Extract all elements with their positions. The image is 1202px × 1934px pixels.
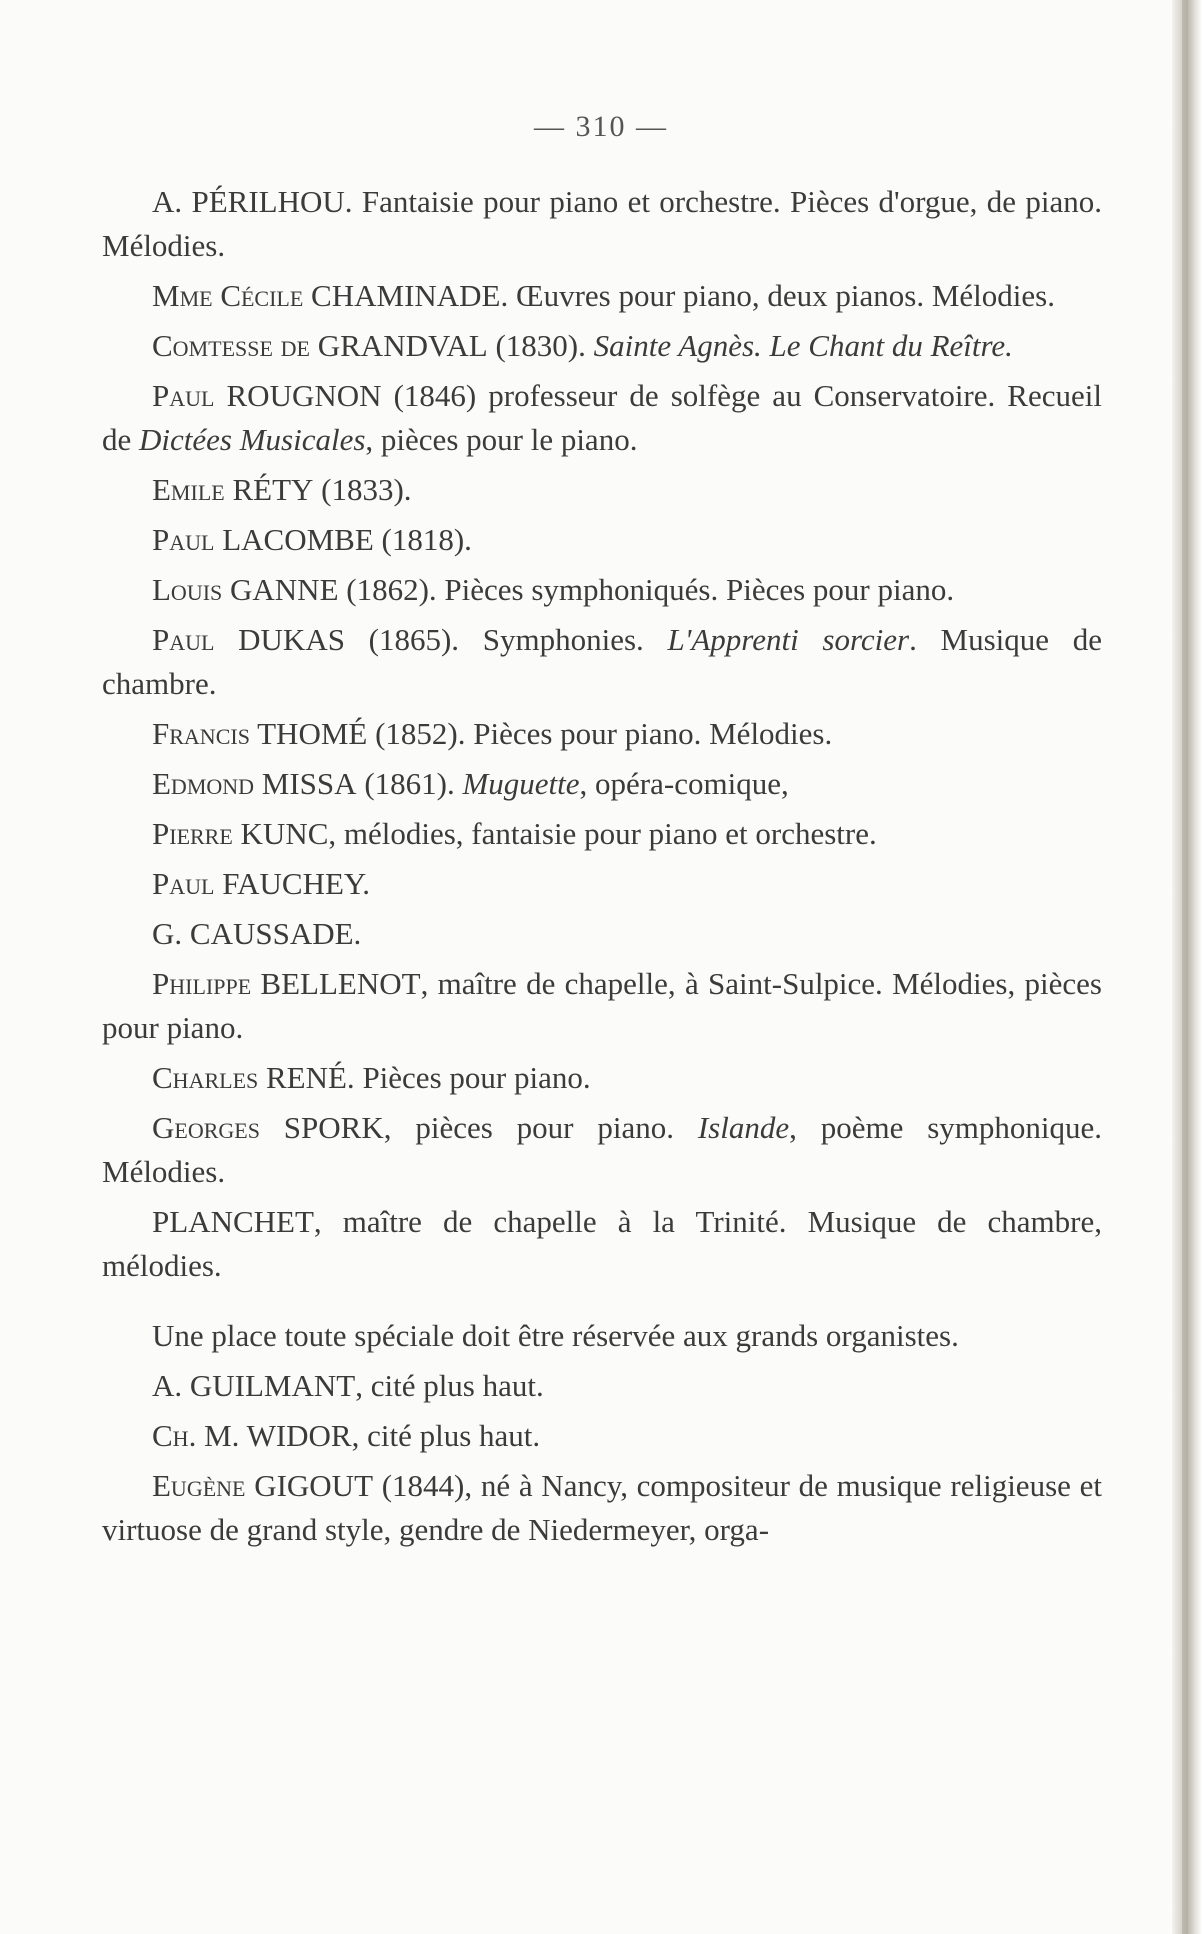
entry-paragraph — [102, 712, 1102, 756]
entry-paragraph — [102, 324, 1102, 368]
entry-paragraph — [102, 1200, 1102, 1288]
entry-name: Edmond MISSA — [152, 766, 357, 801]
entry-paragraph — [102, 1056, 1102, 1100]
entry-paragraph — [102, 1414, 1102, 1458]
entry-text: , mélodies, fantaisie pour piano et orchestre. — [328, 816, 877, 851]
entry-text: , opéra-comique, — [579, 766, 789, 801]
entry-work-title: Muguette — [462, 766, 580, 801]
entry-name: Paul LACOMBE — [152, 522, 374, 557]
entry-text: , maître de chapelle, à Saint-Sulpice. Mélodies, pièces pour piano. — [102, 966, 1102, 1045]
entry-paragraph — [102, 374, 1102, 462]
entry-paragraph — [102, 518, 1102, 562]
entry-text: Œuvres pour piano, deux pianos. Mélodies. — [508, 278, 1055, 313]
entry-name: PLANCHET — [152, 1204, 314, 1239]
entry-text: (1844), né à Nancy, compositeur de musique religieuse et virtuose de grand style, gendre de Niedermeyer, orga- — [102, 1468, 1102, 1547]
entry-name: Philippe BELLENOT — [152, 966, 421, 1001]
entry-paragraph — [102, 618, 1102, 706]
entry-name: G. CAUSSADE. — [152, 916, 362, 951]
entry-text: (1818). — [373, 522, 472, 557]
entry-paragraph — [102, 1364, 1102, 1408]
entry-text: Pièces pour piano. — [354, 1060, 591, 1095]
entry-paragraph — [102, 862, 1102, 906]
entry-name: Paul ROUGNON — [152, 378, 382, 413]
entry-text: (1846) professeur de solfège au Conservatoire. Recueil de — [102, 378, 1102, 457]
entry-work-title: L'Apprenti sorcier — [667, 622, 910, 657]
entry-name: Louis GANNE — [152, 572, 339, 607]
entry-name: Comtesse de GRANDVAL — [152, 328, 488, 363]
entry-text: , cité plus haut. — [355, 1368, 544, 1403]
entry-name: Georges SPORK — [152, 1110, 384, 1145]
entry-paragraph — [102, 468, 1102, 512]
entry-text: (1861). — [356, 766, 463, 801]
entry-paragraph — [102, 274, 1102, 318]
entry-paragraph — [102, 180, 1102, 268]
entry-name: A. PÉRILHOU. — [152, 184, 353, 219]
entry-work-title: Dictées Musicales — [139, 422, 366, 457]
entry-text: , cité plus haut. — [351, 1418, 541, 1453]
entry-name: A. GUILMANT — [152, 1368, 356, 1403]
entry-name: Paul DUKAS — [152, 622, 345, 657]
entry-name: Pierre KUNC — [152, 816, 329, 851]
entry-text: , pièces pour le piano. — [365, 422, 638, 457]
entry-text: (1862). Pièces symphoniqués. Pièces pour piano. — [338, 572, 955, 607]
entry-paragraph — [102, 1464, 1102, 1552]
entry-paragraph — [102, 1314, 1102, 1358]
entry-text: , maître de chapelle à la Trinité. Musique de chambre, mélodies. — [102, 1204, 1102, 1283]
entry-text: (1865). Symphonies. — [344, 622, 668, 657]
entry-name: Paul FAUCHEY. — [152, 866, 371, 901]
entry-text: (1830). — [487, 328, 594, 363]
entry-text: Une place toute spéciale doit être réservée aux grands organistes. — [152, 1318, 959, 1353]
entry-paragraph — [102, 912, 1102, 956]
entry-text: (1833). — [313, 472, 412, 507]
entry-name: Mme Cécile CHAMINADE. — [152, 278, 509, 313]
page-number: — 310 — — [534, 110, 668, 143]
entry-name: Charles RENÉ. — [152, 1060, 355, 1095]
entry-paragraph — [102, 568, 1102, 612]
page-edge-shadow — [1172, 0, 1202, 1934]
entry-work-title: Islande — [697, 1110, 790, 1145]
page-body — [102, 180, 1102, 1558]
entry-paragraph — [102, 1106, 1102, 1194]
entry-work-title: Sainte Agnès. Le Chant du Reître. — [593, 328, 1013, 363]
entry-text: Fantaisie pour piano et orchestre. Pièces d'orgue, de piano. Mélodies. — [102, 184, 1102, 263]
entry-name: Ch. M. WIDOR — [152, 1418, 352, 1453]
entry-paragraph — [102, 962, 1102, 1050]
entry-name: Eugène GIGOUT — [152, 1468, 374, 1503]
entry-paragraph — [102, 812, 1102, 856]
entry-name: Emile RÉTY — [152, 472, 314, 507]
entry-text: . Musique de chambre. — [102, 622, 1103, 701]
entry-text: , poème symphonique. Mélodies. — [102, 1110, 1103, 1189]
entry-text: (1852). Pièces pour piano. Mélodies. — [367, 716, 833, 751]
entry-paragraph — [102, 762, 1102, 806]
entry-text: , pièces pour piano. — [383, 1110, 698, 1145]
entry-name: Francis THOMÉ — [152, 716, 368, 751]
